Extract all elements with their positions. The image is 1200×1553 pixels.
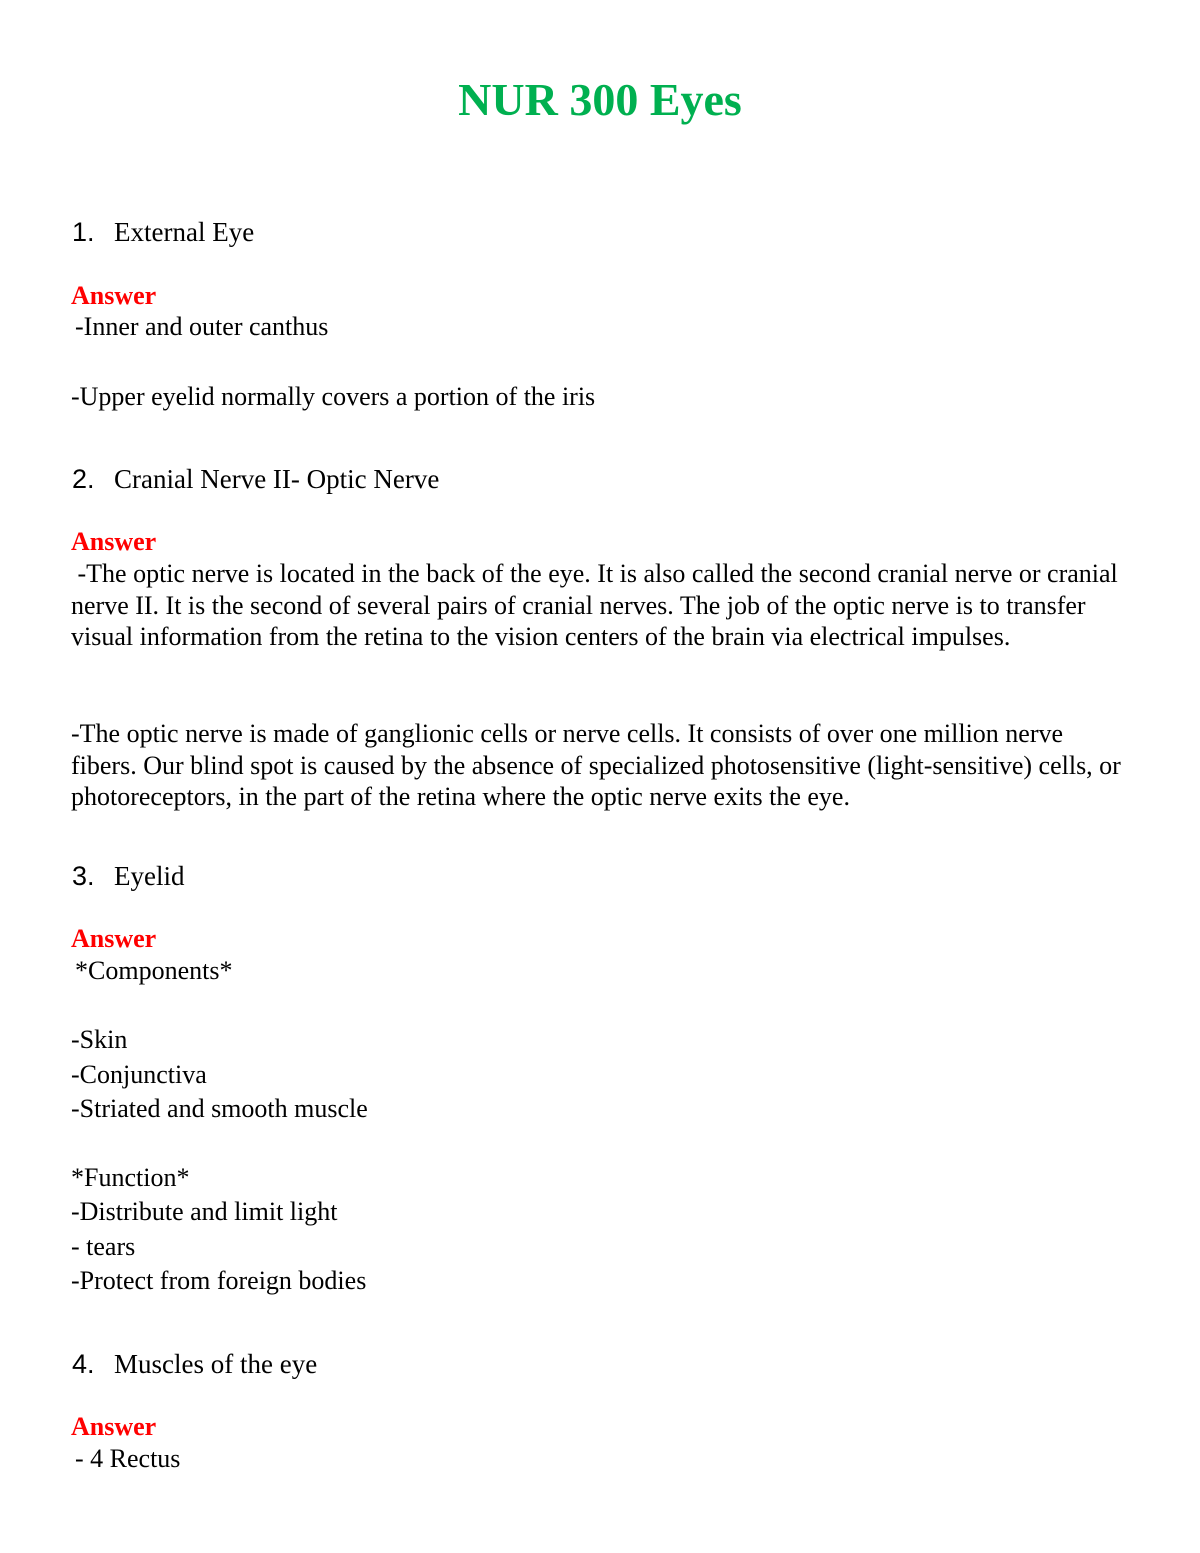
document-title: NUR 300 Eyes bbox=[458, 74, 742, 125]
question-number: 3. bbox=[72, 861, 95, 891]
question-number: 1. bbox=[72, 217, 95, 247]
question-number: 4. bbox=[72, 1349, 95, 1379]
question-number: 2. bbox=[72, 464, 95, 494]
question-4 bbox=[72, 1348, 317, 1380]
answer-label: Answer bbox=[71, 527, 157, 556]
question-text: Eyelid bbox=[114, 861, 185, 891]
answer-line: - tears bbox=[71, 1232, 136, 1261]
question-text: Cranial Nerve II- Optic Nerve bbox=[114, 464, 440, 494]
answer-label: Answer bbox=[71, 281, 157, 310]
answer-line: - 4 Rectus bbox=[75, 1444, 181, 1473]
answer-line: *Components* bbox=[75, 956, 233, 985]
answer-label: Answer bbox=[71, 924, 157, 953]
answer-paragraph: -The optic nerve is made of ganglionic cells or nerve cells. It consists of over one million nerve fibers. Our blind spot is caused by the absence of specialized photosensitive (light-sensitive) cells, or photoreceptors, in the part of the retina where the optic nerve exits the eye. bbox=[71, 719, 1121, 811]
answer-line: -Protect from foreign bodies bbox=[71, 1266, 367, 1295]
question-1 bbox=[72, 216, 254, 248]
answer-label: Answer bbox=[71, 1412, 157, 1441]
answer-line: -Skin bbox=[71, 1025, 128, 1054]
question-text: External Eye bbox=[114, 217, 255, 247]
answer-paragraph: -The optic nerve is located in the back of the eye. It is also called the second cranial nerve or cranial nerve II. It is the second of several pairs of cranial nerves. The job of the optic nerve is to transfer visual information from the retina to the vision centers of the brain via electrical impulses. bbox=[71, 559, 1125, 651]
question-2 bbox=[72, 463, 439, 495]
answer-line: -Upper eyelid normally covers a portion of the iris bbox=[71, 382, 596, 411]
answer-line: -Distribute and limit light bbox=[71, 1197, 338, 1226]
answer-line: -Inner and outer canthus bbox=[75, 312, 329, 341]
answer-line: -Conjunctiva bbox=[71, 1060, 207, 1089]
question-text: Muscles of the eye bbox=[114, 1349, 318, 1379]
answer-line: -Striated and smooth muscle bbox=[71, 1094, 368, 1123]
question-3 bbox=[72, 860, 184, 892]
answer-line: *Function* bbox=[71, 1163, 190, 1192]
